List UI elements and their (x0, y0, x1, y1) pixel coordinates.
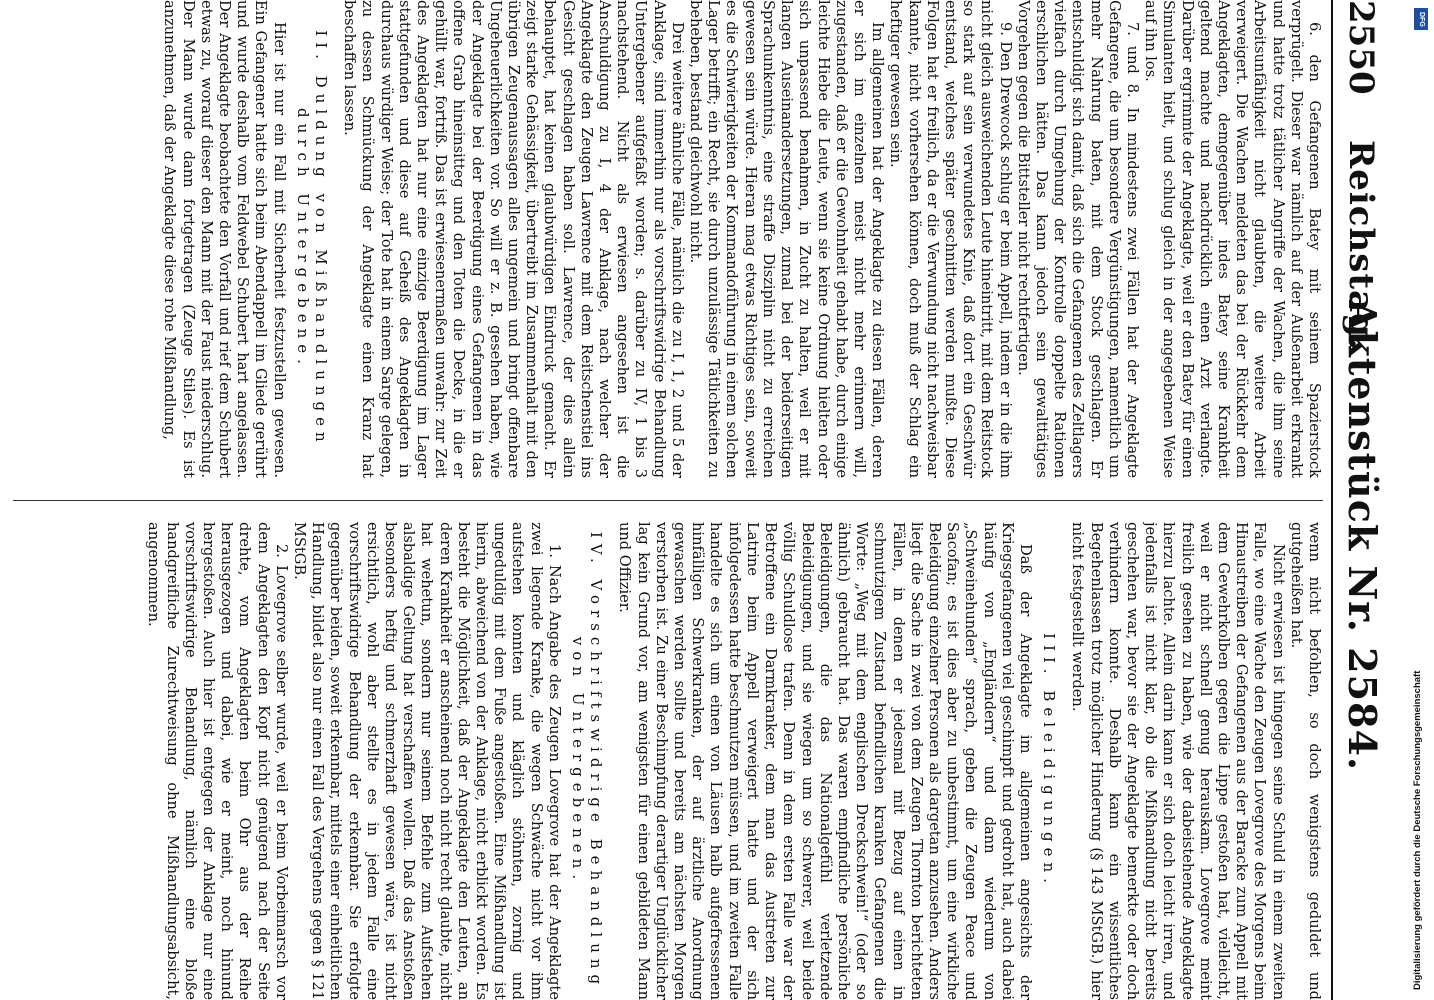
paragraph: Daß der Angeklagte im allgemeinen angesichts der Kriegsgefangenen viel geschimpft und gedroht hat, auch dabei häufig von „Engländern“ und dann wiederum von „Schweinehunden“ sprach, geben die Zeugen Peace und Sacofan; es ist dies aber zu unbestimmt, um eine wirkliche Beleidigung einzelner Personen als dargetan anzusehen. Anders liegt die Sache in zwei von dem Zeugen Thornton berichteten Fällen, in denen er jedesmal mit Bezug auf einen in schmutzigem Zustand befindlichen kranken Gefangenen die Worte: „Weg mit dem englischen Dreckschwein!“ (oder so ähnlich) gebraucht hat. Das waren empfindliche persönliche Beleidigungen, die das Nationalgefühl verletzende Beleidigungen, und sie wiegen um so schwerer, weil beide völlig Schuldlose trafen. Denn in dem ersten Falle war der Betroffene ein Darmkranker, dem man das Austreten zur Latrine beim Appell verweigert hatte und der sich infolgedessen hatte beschmutzen müssen, und im zweiten Falle handelte es sich um einen von Läusen halb aufgefressenen hinfälligen Schwerkranken, der auf ärztliche Anordnung gewaschen werden sollte und bereits am nächsten Morgen verstorben ist. Zu einer Beschimpfung derartiger Unglücklicher lag kein Grund vor, am wenigsten für einen gebildeten Mann und Offizier. (616, 522, 1034, 1000)
left-column (13, 0, 1323, 478)
page-header (1335, 0, 1395, 1000)
funding-note-text: Digitalisierung gefördert durch die Deutsche Forschungsgemeinschaft (1412, 670, 1423, 990)
paragraph: 6. den Gefangenen Batey mit seinem Spazierstock verprügelt. Dieser war nämlich auf der Außenarbeit erkrankt und hatte trotz tätlicher Angriffe der Wachen, die ihm seine Arbeitsunfähigkeit nicht glaubten, die weitere Arbeit verweigert. Die Wachen meldeten das bei der Rückkehr dem Angeklagten, demgegenüber indes Batey seine Krankheit geltend machte und nachdrücklich einen Arzt verlangte. Darüber ergrimmte der Angeklagte, weil er den Batey für einen Simulanten hielt, und schlug gleich in der angegebenen Weise auf ihn los. (1142, 0, 1323, 478)
paragraph: 1. Nach Angabe des Zeugen Lovegrove hat der Angeklagte zwei liegende Kranke, die wegen Schwäche nicht vor ihm aufstehen konnten und kläglich stöhnten, zornig und ungeduldig mit dem Fuße angestoßen. Eine Mißhandlung ist hierin, abweichend von der Anklage, nicht erblickt worden. Es besteht die Möglichkeit, daß der Angeklagte den Leuten, an deren Krankheit er anscheinend noch nicht recht glaubte, nicht hat wehetun, sondern nur seinem Befehle zum Aufstehen alsbaldige Geltung hat verschaffen wollen. Daß das Anstoßen besonders heftig und schmerzhaft gewesen wäre, ist nicht ersichtlich, wohl aber stellte es in jedem Falle eine vorschriftswidrige Behandlung der erkennbar. Sie erfolgte gegenüber beiden, soweit erkennbar, mittels einer einheitlichen Handlung, bildet also nur einen Fall des Vergehens gegen § 121 MStGB. (291, 522, 563, 1000)
rotated-document-sheet (5, 0, 1395, 1000)
heading-iv: IV. Vorschriftswidrige Behandlung von Untergebenen. (569, 531, 606, 991)
document-subject: Aktenstück Nr. 2584. (1340, 300, 1385, 772)
paragraph: wenn nicht befohlen, so doch wenigstens geduldet und gutgeheißen hat. (1287, 522, 1323, 1000)
right-column (13, 522, 1323, 1000)
funding-note (1410, 0, 1434, 1000)
paragraph: 7. und 8. In mindestens zwei Fällen hat der Angeklagte Gefangene, die um besondere Vergünstigungen, namentlich um mehr Nahrung baten, mit dem Stock geschlagen. Er entschuldigt sich damit, daß sich die Gefangenen des Zeltlagers vielfach durch Umgehung der Kontrolle doppelte Rationen erschlichen hätten. Das kann jedoch sein gewalttätiges Vorgehen gegen die Bittsteller nicht rechtfertigen. (1014, 0, 1141, 478)
paragraph: Drei weitere ähnliche Fälle, nämlich die zu I, 1, 2 und 5 der Anklage, sind immerhin nur als vorschriftswidrige Behandlung Untergebener aufgefaßt worden; s. darüber zu IV, 1 bis 3 nachstehend. Nicht als erwiesen angesehen ist die Anschuldigung zu I, 4 der Anklage, nach welcher der Angeklagte den Zeugen Lawrence mit dem Reitschenstiel ins Gesicht geschlagen haben soll. Lawrence, der dies allein behauptet, hat keinen glaubwürdigen Eindruck gemacht. Er zeigt starke Gehässigkeit, übertreibt im Zusammenhalt mit den übrigen Zeugenaussagen alles ungemein und bringt offenbare Ungeheuerlichkeiten vor. So will er z. B. gesehen haben, wie der Angeklagte bei der Beerdigung eines Gefangenen in das offene Grab hineinsitteg und den Toten die Decke, in die er gehüllt war, fortriß. Das ist erwiesenermaßen unwahr: zur Zeit des Angeklagten hat nur eine einzige Beerdigung im Lager stattgefunden und diese auf Geheiß des Angeklagten in durchaus würdiger Weise; der Tote hat in einem Sarge gelegen, zu dessen Schmückung der Angeklagte einen Kranz hat beschaffen lassen. (341, 0, 686, 478)
paragraph: 2. Lovegrove selber wurde, weil er beim Vorbeimarsch vor dem Angeklagten den Kopf nicht genügend nach der Seite drehte, vom Angeklagten beim Ohr aus der Reihe herausgezogen und dabei, wie er meint, noch hinund hergestoßen. Auch hier ist entgegen der Anklage nur eine vorschriftswidrige Behandlung, nämlich eine bloße handgreifliche Zurechtweisung ohne Mißhandlungsabsicht, angenommen. (145, 522, 290, 1000)
heading-ii: II. Duldung von Mißhandlungen durch Untergebene. (293, 30, 331, 448)
paragraph: Im allgemeinen hat der Angeklagte zu diesen Fällen, deren er sich im einzelnen meist nicht mehr erinnern will, zugestanden, daß er die Gewohnheit gehabt habe, durch einige leichte Hiebe die Leute, wenn sie keine Ordnung hielten oder sich unpassend benahmen, in Zucht zu halten, weil er mit langen Auseinandersetzungen, zumal bei der beiderseitigen Sprachunkenntnis, eine straffe Disziplin nicht zu erreichen gewesen sein würde. Hieran mag etwas Richtiges sein, soweit es die Schwierigkeiten der Kommandoführung in einem solchen Lager betrifft; ein Recht, sie durch unzulässige Tätlichkeiten zu beheben, bestand gleichwohl nicht. (687, 0, 887, 478)
section-title: Reichstag. (1341, 140, 1381, 351)
header-rule (1331, 0, 1333, 1000)
page-number: 2550 (1341, 0, 1381, 95)
column-divider (13, 500, 1323, 501)
paragraph: Hier ist nur ein Fall mit Sicherheit festzustellen gewesen. Ein Gefangener hatte sich beim Abendappell im Gliede gerührt und wurde deshalb vom Feldwebel Schubert hart angelassen. Der Angeklagte beobachtete den Vorfall und rief dem Schubert etwas zu, worauf dieser den Mann mit der Faust niederschlug. Der Mann wurde dann fortgetragen (Zeuge Stiles). Es ist anzunehmen, daß der Angeklagte diese rohe Mißhandlung, (161, 0, 288, 478)
heading-iii: III. Beleidigungen. (1040, 633, 1059, 889)
paragraph: Nicht erwiesen ist hingegen seine Schuld in einem zweiten Falle, wo eine Wache den Zeugen Lovegrove des Morgens beim Hinaustreiben der Gefangenen aus der Baracke zum Appell mit dem Gewehrkolben gegen die Lippe gestoßen hat, vielleicht, weil er nicht schnell genug herauskam. Lovegrove meint freilich gesehen zu haben, wie der dabeistehende Angeklagte hierzu lachte. Allein darin kann er sich doch leicht irren, und jedenfalls ist nicht klar, ob die Mißhandlung nicht bereits geschehen war, bevor sie der Angeklagte bemerkte oder doch verhindern konnte. Deshalb kann ein wissentliches Begehenlassen trotz möglicher Hinderung (§ 143 MStGB.) hier nicht festgestellt werden. (1069, 522, 1287, 1000)
paragraph: 9. Den Drewcock schlug er beim Appell, indem er in die ihm nicht gleich ausweichenden Leute hineintritt, mit dem Reitstock so stark auf sein verwundetes Knie, daß dort ein Geschwür entstand, welches später geschnitten werden mußte. Diese Folgen hat er freilich, da er die Verwundung nicht nachweisbar kannte, nicht vorhersehen können, doch muß der Schlag ein heftiger gewesen sein. (887, 0, 1014, 478)
dfg-logo: DFG (1414, 8, 1428, 30)
